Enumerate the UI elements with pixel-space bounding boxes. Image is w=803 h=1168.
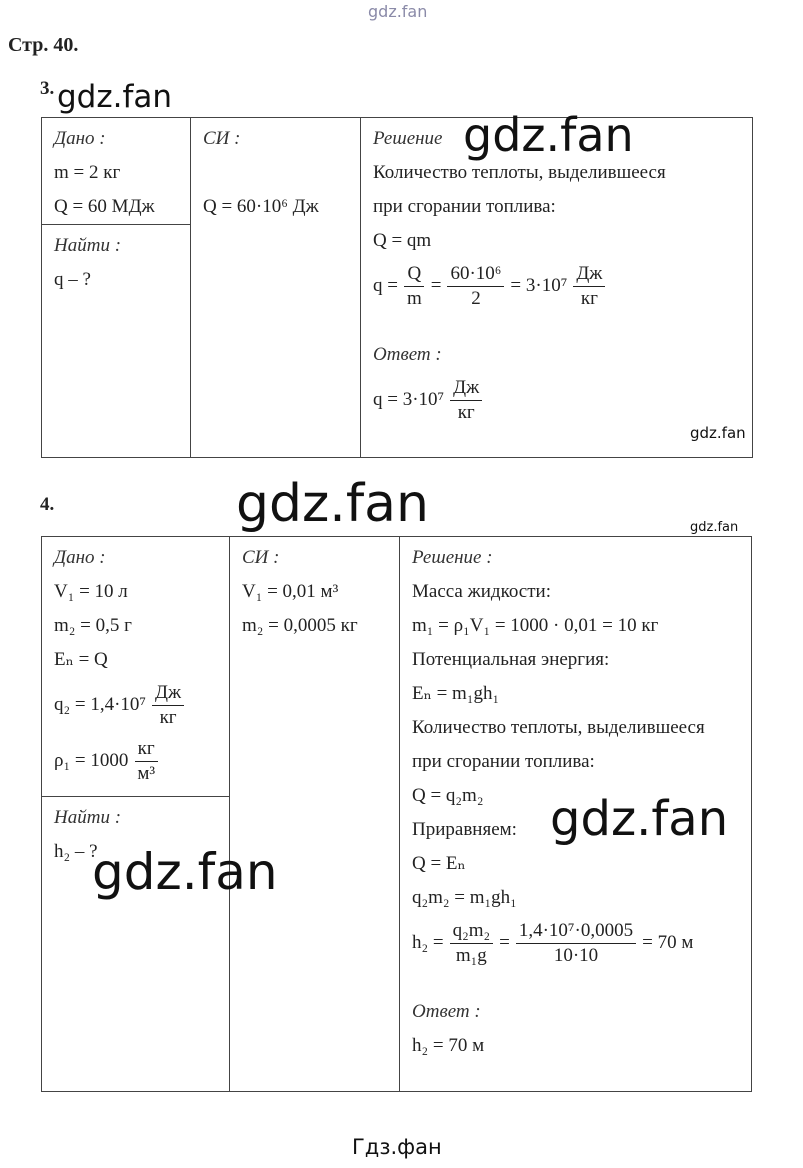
task4-q2-unit [152, 681, 184, 730]
task3-formula2-left: q = [373, 274, 398, 296]
task3-frac-num: 60·10⁶ [447, 262, 504, 287]
task3-answer-left: q = 3·10⁷ [373, 388, 445, 410]
task4-sol-line-4: Eₙ = m₁gh₁ [412, 682, 500, 704]
task3-solution-text1: Количество теплоты, выделившееся [373, 161, 666, 183]
task3-solution-text2: при сгорании топлива: [373, 195, 556, 217]
task4-sol-line-9: Q = Eₙ [412, 852, 466, 874]
task4-h2-fraction-values [516, 919, 636, 968]
task3-given-mass: m = 2 кг [54, 161, 121, 183]
task3-given-heat: Q = 60 МДж [54, 195, 155, 217]
task4-si-mass: m₂ = 0,0005 кг [242, 614, 358, 636]
task4-given-density [54, 733, 229, 789]
task4-solution-header: Решение : [412, 546, 493, 568]
task3-fraction-q-m [404, 262, 425, 311]
task4-find-cell [42, 797, 230, 1092]
task4-given-q2: q₂ = 1,4·10⁷ [54, 693, 147, 715]
task3-fraction-unit [573, 262, 605, 311]
task3-formula2: q = $\frac{Q}{m}$ = $\frac{\text{60·10⁶}}{2}$ = 3·10⁷ $\frac{Дж}{кг}$ [373, 258, 752, 314]
task3-find-cell [42, 225, 191, 458]
task4-sol-line-6: при сгорании топлива: [412, 750, 595, 772]
task4-sol-line-7: Q = q₂m₂ [412, 784, 484, 806]
task3-answer-unit-num: Дж [450, 376, 482, 401]
task4-h2-left: h₂ = [412, 931, 444, 953]
task4-rho-unit-den: м³ [137, 762, 156, 784]
watermark-task4-solution: gdz.fan [550, 791, 729, 847]
page-label: Стр. 40. [8, 34, 79, 56]
task3-solution-cell [361, 118, 753, 458]
watermark-task4-header: gdz.fan [236, 474, 429, 534]
task4-h2-frac1-num: q₂m₂ [450, 919, 494, 944]
watermark-task3-label: gdz.fan [57, 79, 173, 115]
task4-given-volume: V₁ = 10 л [54, 580, 128, 602]
task4-si-volume: V₁ = 0,01 м³ [242, 580, 339, 602]
watermark-task4-find: gdz.fan [92, 843, 278, 901]
task4-given-cell [42, 537, 230, 797]
task4-find-value: h₂ – ? [54, 840, 98, 862]
task3-find-header: Найти : [54, 234, 122, 256]
task3-frac-den: 2 [471, 287, 481, 309]
task4-sol-line-2: m₁ = ρ₁V₁ = 1000 · 0,01 = 10 кг [412, 614, 659, 636]
task3-answer-header: Ответ : [373, 343, 442, 365]
task3-si-cell [191, 118, 361, 458]
task4-answer: h₂ = 70 м [412, 1034, 485, 1056]
task3-answer [373, 372, 752, 428]
task4-sol-line-5: Количество теплоты, выделившееся [412, 716, 705, 738]
task4-sol-line-10: q₂m₂ = m₁gh₁ [412, 886, 517, 908]
task4-rho-unit [134, 737, 158, 786]
task3-unit-den: кг [580, 287, 598, 309]
task3-number: 3. [40, 78, 55, 99]
task3-fraction-values [447, 262, 504, 311]
task4-h2-result: = 70 м [642, 931, 694, 953]
task3-given-cell [42, 118, 191, 225]
watermark-task3-corner: gdz.fan [690, 424, 746, 442]
task4-given-energy: Eₙ = Q [54, 648, 108, 670]
task3-si-heat: Q = 60·10⁶ Дж [203, 195, 319, 217]
task4-given-mass: m₂ = 0,5 г [54, 614, 132, 636]
task4-sol-line-1: Масса жидкости: [412, 580, 551, 602]
task3-frac-m: m [406, 287, 422, 309]
task4-answer-header: Ответ : [412, 1000, 481, 1022]
task3-table [41, 117, 753, 458]
task3-unit-num: Дж [573, 262, 605, 287]
task3-si-header: СИ : [203, 127, 241, 149]
task3-find-value: q – ? [54, 268, 91, 290]
task4-si-cell [230, 537, 400, 1092]
task4-sol-line-8: Приравняем: [412, 818, 517, 840]
task4-q2-unit-num: Дж [152, 681, 184, 706]
task4-h2-frac2-den: 10·10 [553, 944, 599, 966]
task4-given-header: Дано : [54, 546, 106, 568]
task3-answer-unit [450, 376, 482, 425]
task3-given-header: Дано : [54, 127, 106, 149]
watermark-task3-solution: gdz.fan [463, 108, 634, 162]
task4-si-header: СИ : [242, 546, 280, 568]
task4-sol-line-3: Потенциальная энергия: [412, 648, 610, 670]
task4-h2-frac2-num: 1,4·10⁷·0,0005 [516, 919, 636, 944]
task3-answer-unit-den: кг [457, 401, 475, 423]
footer-watermark: Гдз.фан [352, 1135, 442, 1159]
task3-solution-header: Решение [373, 127, 443, 149]
task3-formula1: Q = qm [373, 229, 432, 251]
watermark-task4-corner: gdz.fan [690, 520, 739, 535]
task4-q2-unit-den: кг [159, 706, 177, 728]
task4-find-header: Найти : [54, 806, 122, 828]
task4-number: 4. [40, 494, 55, 515]
watermark-top: gdz.fan [368, 2, 428, 21]
task4-given-heat-value [54, 677, 229, 733]
task4-h2-formula: h₂ = $\frac{\text{q₂m₂}}{\text{m₁g}}$ = $\frac{\text{1,4·10⁷·0,0005}}{10\cdot 10}$ = 70 м [412, 919, 694, 966]
task4-given-rho: ρ₁ = 1000 [54, 749, 129, 771]
task3-frac-q: Q [404, 262, 424, 287]
task4-h2-frac1-den: m₁g [455, 944, 487, 966]
task4-rho-unit-num: кг [135, 737, 158, 762]
task3-formula2-result: = 3·10⁷ [510, 274, 568, 296]
task4-h2-fraction-symbolic [450, 919, 494, 968]
